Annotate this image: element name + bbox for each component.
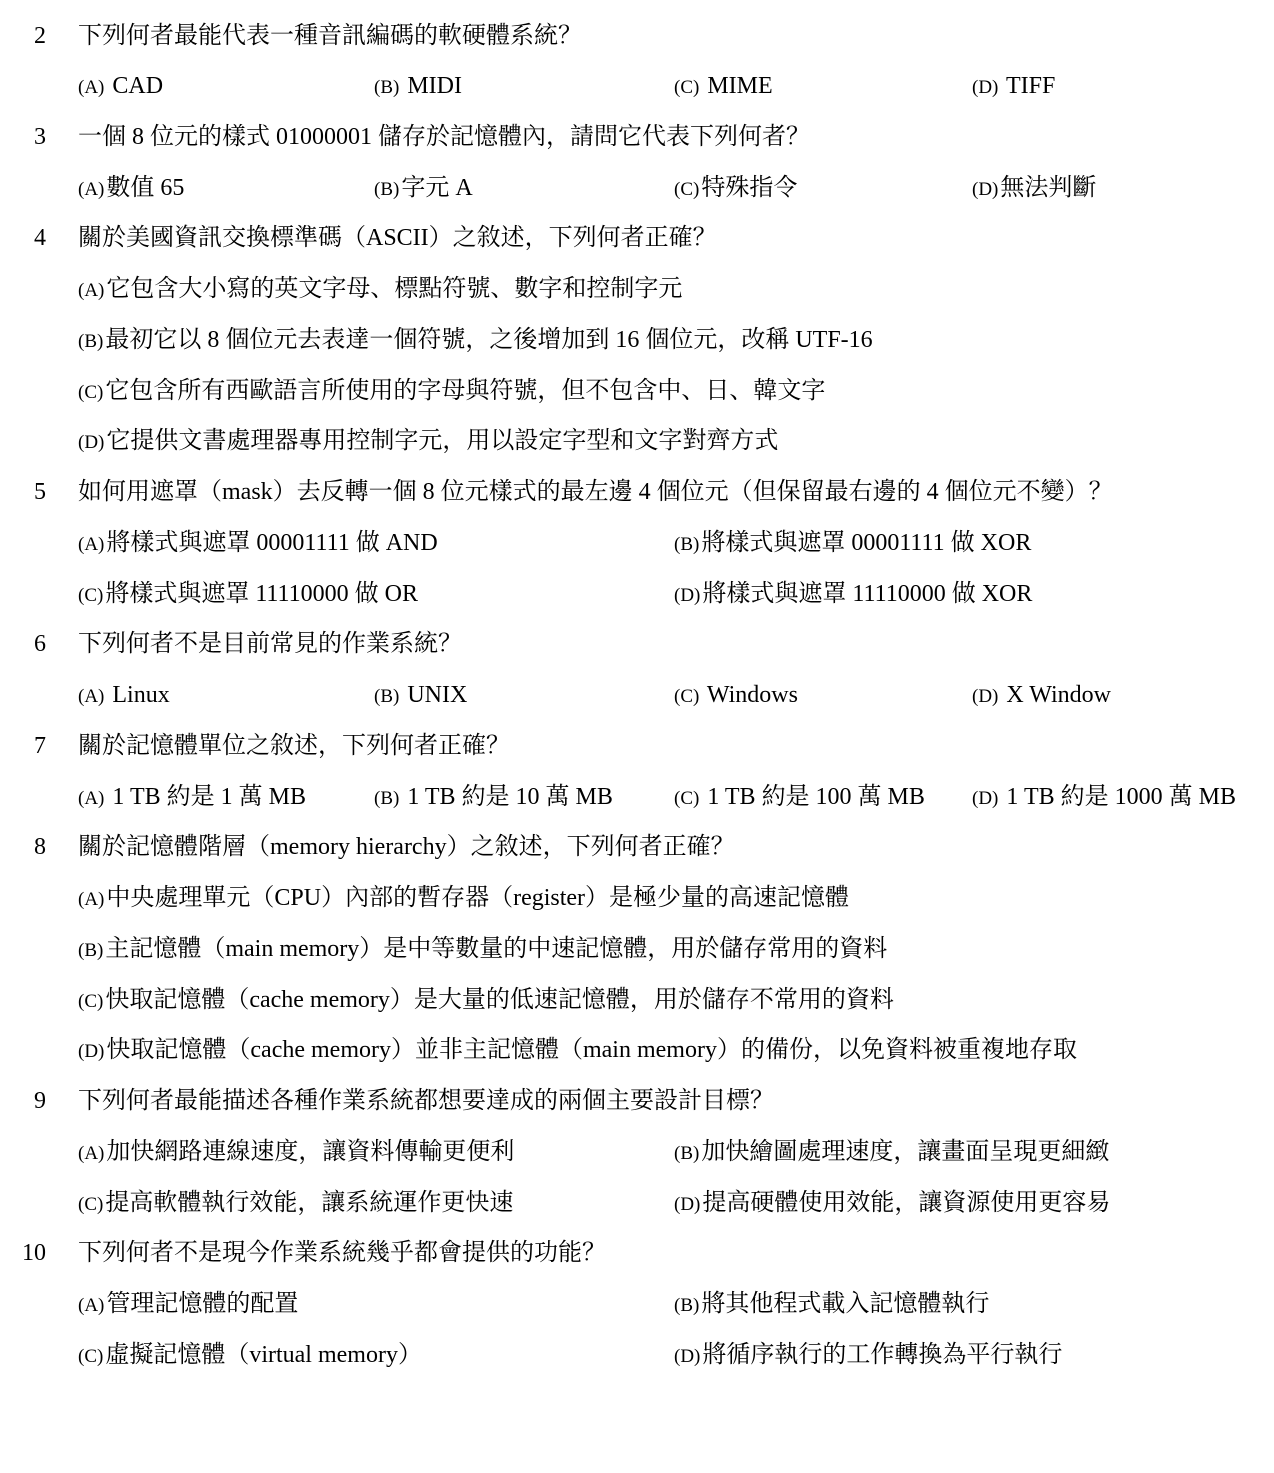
option-marker: (A) [78, 1295, 105, 1316]
question-number: 3 [34, 124, 46, 150]
option-marker: (C) [674, 686, 700, 707]
option-c [78, 1183, 513, 1225]
question-10 [0, 1233, 1274, 1273]
option-text: TIFF [1000, 73, 1056, 99]
question-stem: 下列何者不是目前常見的作業系統？ [78, 631, 462, 657]
option-marker: (C) [78, 1194, 104, 1215]
option-marker: (D) [972, 77, 999, 98]
option-text: 虛擬記憶體（virtual memory） [105, 1342, 422, 1368]
option-text: 加快網路連線速度，讓資料傳輸更便利 [106, 1139, 515, 1165]
option-text: Windows [701, 682, 798, 708]
question-9 [0, 1081, 1274, 1121]
question-stem: 如何用遮罩（mask）去反轉一個 8 位元樣式的最左邊 4 個位元（但保留最右邊的 4 個位元不變）？ [78, 479, 1113, 505]
option-a-row [0, 878, 1274, 918]
option-marker: (B) [674, 1295, 700, 1316]
option-b [78, 320, 873, 362]
option-text: 提高軟體執行效能，讓系統運作更快速 [105, 1190, 514, 1216]
option-b-row [0, 320, 1274, 360]
option-text: 將其他程式載入記憶體執行 [701, 1291, 990, 1317]
option-d [972, 66, 1055, 108]
option-a [78, 523, 438, 565]
option-text: 最初它以 8 個位元去表達一個符號，之後增加到 16 個位元，改稱 UTF-16 [105, 327, 873, 353]
question-number: 9 [34, 1088, 46, 1114]
question-5 [0, 472, 1274, 512]
option-text: UNIX [401, 682, 468, 708]
question-stem: 一個 8 位元的樣式 01000001 儲存於記憶體內，請問它代表下列何者？ [78, 124, 810, 150]
option-text: 1 TB 約是 10 萬 MB [401, 784, 613, 810]
option-text: Linux [106, 682, 170, 708]
option-marker: (D) [972, 686, 999, 707]
question-4 [0, 218, 1274, 258]
option-marker: (B) [78, 940, 104, 961]
option-text: 數值 65 [106, 175, 185, 201]
option-d-row [0, 1030, 1274, 1070]
option-text: 管理記憶體的配置 [106, 1291, 299, 1317]
question-number: 2 [34, 23, 46, 49]
option-marker: (A) [78, 889, 105, 910]
option-b [374, 66, 462, 108]
option-text: 提高硬體使用效能，讓資源使用更容易 [702, 1190, 1111, 1216]
question-number: 5 [34, 479, 46, 505]
option-d-row [0, 421, 1274, 461]
option-marker: (C) [78, 1346, 104, 1367]
option-d [972, 168, 1096, 210]
option-text: 1 TB 約是 1 萬 MB [106, 784, 306, 810]
option-c [78, 371, 825, 413]
option-text: 中央處理單元（CPU）內部的暫存器（register）是極少量的高速記憶體 [106, 885, 850, 911]
option-text: 無法判斷 [1000, 175, 1097, 201]
question-7 [0, 726, 1274, 766]
option-c-row [0, 371, 1274, 411]
options-row [0, 777, 1274, 817]
options-row [0, 66, 1274, 106]
option-text: 1 TB 約是 100 萬 MB [701, 784, 925, 810]
options-row [0, 1284, 1274, 1324]
options-row [0, 168, 1274, 208]
option-marker: (D) [78, 1041, 105, 1062]
option-text: 它提供文書處理器專用控制字元，用以設定字型和文字對齊方式 [106, 428, 779, 454]
question-stem: 下列何者最能代表一種音訊編碼的軟硬體系統？ [78, 23, 582, 49]
option-marker: (C) [78, 991, 104, 1012]
question-stem: 關於記憶體階層（memory hierarchy）之敘述，下列何者正確？ [78, 834, 735, 860]
option-d [674, 1335, 1062, 1377]
option-a [78, 675, 170, 717]
option-c [78, 574, 418, 616]
option-marker: (D) [674, 585, 701, 606]
option-b [674, 1132, 1109, 1174]
option-d [674, 1183, 1110, 1225]
option-marker: (C) [674, 77, 700, 98]
option-b [374, 777, 613, 819]
option-d [674, 574, 1032, 616]
options-row [0, 1183, 1274, 1223]
option-marker: (A) [78, 788, 105, 809]
option-a [78, 168, 184, 210]
option-marker: (D) [972, 179, 999, 200]
option-marker: (B) [374, 77, 400, 98]
question-number: 8 [34, 834, 46, 860]
option-text: MIDI [401, 73, 462, 99]
option-marker: (A) [78, 534, 105, 555]
option-a [78, 1284, 298, 1326]
option-text: MIME [701, 73, 773, 99]
option-text: 將樣式與遮罩 00001111 做 XOR [701, 530, 1032, 556]
option-b [78, 929, 887, 971]
option-a [78, 66, 163, 108]
option-text: 特殊指令 [701, 175, 798, 201]
option-marker: (B) [374, 686, 400, 707]
option-d [972, 777, 1236, 819]
option-marker: (A) [78, 77, 105, 98]
option-marker: (A) [78, 280, 105, 301]
option-c-row [0, 980, 1274, 1020]
option-b [674, 1284, 989, 1326]
options-row [0, 1132, 1274, 1172]
option-marker: (B) [374, 788, 400, 809]
options-row [0, 675, 1274, 715]
option-b [374, 675, 467, 717]
option-text: 將樣式與遮罩 00001111 做 AND [106, 530, 438, 556]
option-text: 將樣式與遮罩 11110000 做 OR [105, 581, 418, 607]
option-marker: (A) [78, 686, 105, 707]
options-row [0, 574, 1274, 614]
option-marker: (B) [78, 331, 104, 352]
option-marker: (C) [78, 382, 104, 403]
option-marker: (B) [674, 1143, 700, 1164]
question-6 [0, 624, 1274, 664]
option-text: 快取記憶體（cache memory）是大量的低速記憶體，用於儲存不常用的資料 [105, 987, 894, 1013]
option-c [674, 675, 798, 717]
options-row [0, 523, 1274, 563]
option-marker: (C) [674, 179, 700, 200]
option-c [78, 980, 894, 1022]
option-marker: (C) [674, 788, 700, 809]
option-text: X Window [1000, 682, 1111, 708]
option-a [78, 1132, 514, 1174]
options-row [0, 1335, 1274, 1375]
option-b [674, 523, 1031, 565]
option-text: 主記憶體（main memory）是中等數量的中速記憶體，用於儲存常用的資料 [105, 936, 888, 962]
option-marker: (A) [78, 1143, 105, 1164]
question-number: 4 [34, 225, 46, 251]
option-text: 1 TB 約是 1000 萬 MB [1000, 784, 1236, 810]
option-b-row [0, 929, 1274, 969]
option-a-row [0, 269, 1274, 309]
question-stem: 下列何者不是現今作業系統幾乎都會提供的功能？ [78, 1240, 606, 1266]
option-marker: (D) [674, 1346, 701, 1367]
option-text: 它包含所有西歐語言所使用的字母與符號，但不包含中、日、韓文字 [105, 378, 826, 404]
option-text: 它包含大小寫的英文字母、標點符號、數字和控制字元 [106, 276, 683, 302]
question-2 [0, 16, 1274, 56]
option-c [674, 66, 773, 108]
option-text: CAD [106, 73, 164, 99]
option-b [374, 168, 473, 210]
option-a [78, 777, 306, 819]
option-marker: (B) [674, 534, 700, 555]
option-text: 將樣式與遮罩 11110000 做 XOR [702, 581, 1033, 607]
question-3 [0, 117, 1274, 157]
question-stem: 下列何者最能描述各種作業系統都想要達成的兩個主要設計目標？ [78, 1088, 774, 1114]
option-text: 字元 A [401, 175, 473, 201]
option-a [78, 878, 849, 920]
question-8 [0, 827, 1274, 867]
option-d [78, 1030, 1077, 1072]
option-c [674, 777, 925, 819]
option-d [78, 421, 778, 463]
question-number: 7 [34, 733, 46, 759]
option-marker: (A) [78, 179, 105, 200]
question-stem: 關於美國資訊交換標準碼（ASCII）之敘述，下列何者正確？ [78, 225, 717, 251]
option-d [972, 675, 1111, 717]
option-marker: (D) [78, 432, 105, 453]
option-marker: (D) [674, 1194, 701, 1215]
option-marker: (D) [972, 788, 999, 809]
question-number: 10 [22, 1240, 46, 1266]
option-c [674, 168, 797, 210]
option-marker: (C) [78, 585, 104, 606]
option-text: 快取記憶體（cache memory）並非主記憶體（main memory）的備份，以免資料被重複地存取 [106, 1037, 1077, 1063]
option-marker: (B) [374, 179, 400, 200]
question-stem: 關於記憶體單位之敘述，下列何者正確？ [78, 733, 510, 759]
option-text: 加快繪圖處理速度，讓畫面呈現更細緻 [701, 1139, 1110, 1165]
option-a [78, 269, 682, 311]
question-number: 6 [34, 631, 46, 657]
option-c [78, 1335, 422, 1377]
option-text: 將循序執行的工作轉換為平行執行 [702, 1342, 1063, 1368]
